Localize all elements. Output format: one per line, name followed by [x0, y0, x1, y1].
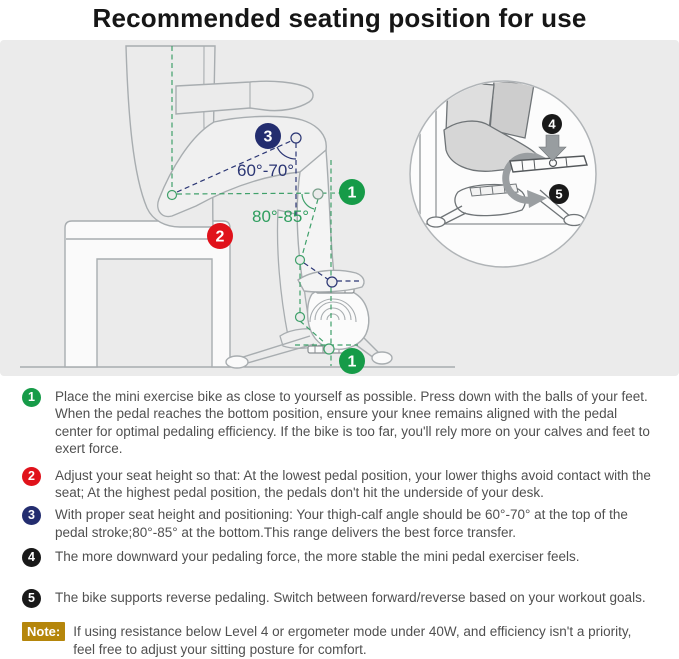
instruction-bullet-3: 3 [22, 506, 41, 525]
desk-leg [420, 82, 436, 224]
foot-pedal-inset [410, 81, 596, 267]
instruction-text-3: With proper seat height and positioning: Your thigh-calf angle should be 60°-70° at the top of the pedal stroke;80°-85° at the bottom.This range delivers the best force transfer. [55, 507, 628, 540]
angle-annotation-80-85: 80°-85° [252, 207, 310, 226]
instruction-item-4 [22, 548, 653, 567]
marker-5 [549, 184, 569, 204]
instruction-bullet-1: 1 [22, 388, 41, 407]
instruction-bullet-5: 5 [22, 589, 41, 608]
stool [65, 221, 230, 367]
svg-text:1: 1 [347, 353, 357, 371]
svg-text:3: 3 [263, 128, 273, 146]
note-text: If using resistance below Level 4 or ergometer mode under 40W, and efficiency isn't a priority, feel free to adjust your sitting posture for comfort. [73, 624, 632, 658]
seating-diagram-svg [0, 40, 679, 376]
instruction-text-1: Place the mini exercise bike as close to yourself as possible. Press down with the balls of your feet. When the pedal reaches the bottom position, ensure your knee remains aligned with the pedal center for optimal pedaling efficiency. If the bike is too far, you'll rely more on your calves and feet to exert force. [55, 389, 650, 457]
note-label: Note: [22, 622, 65, 641]
instruction-item-2 [22, 467, 653, 502]
marker-1-top [339, 179, 365, 205]
instruction-bullet-2: 2 [22, 467, 41, 486]
instruction-text-4: The more downward your pedaling force, the more stable the mini pedal exerciser feels. [55, 549, 580, 565]
instruction-item-1 [22, 388, 653, 458]
marker-3 [255, 123, 281, 149]
marker-1-bottom [339, 348, 365, 374]
svg-text:4: 4 [548, 116, 556, 132]
instruction-bullet-4: 4 [22, 548, 41, 567]
instruction-list [0, 376, 679, 659]
instruction-item-3 [22, 506, 653, 541]
instruction-text-2: Adjust your seat height so that: At the lowest pedal position, your lower thighs avoid contact with the seat; At the highest pedal position, the pedals don't hit the underside of your desk. [55, 467, 651, 501]
angle-annotation-60-70: 60°-70° [237, 161, 295, 180]
note [22, 622, 653, 659]
marker-4 [542, 114, 562, 134]
svg-text:1: 1 [347, 184, 357, 202]
marker-2 [207, 223, 233, 249]
instruction-text-5: The bike supports reverse pedaling. Switch between forward/reverse based on your workout goals. [55, 590, 646, 606]
seating-diagram [0, 40, 679, 376]
instruction-item-5 [22, 589, 653, 608]
page-title: Recommended seating position for use [92, 3, 587, 33]
svg-text:5: 5 [555, 186, 563, 202]
svg-text:2: 2 [215, 228, 225, 246]
